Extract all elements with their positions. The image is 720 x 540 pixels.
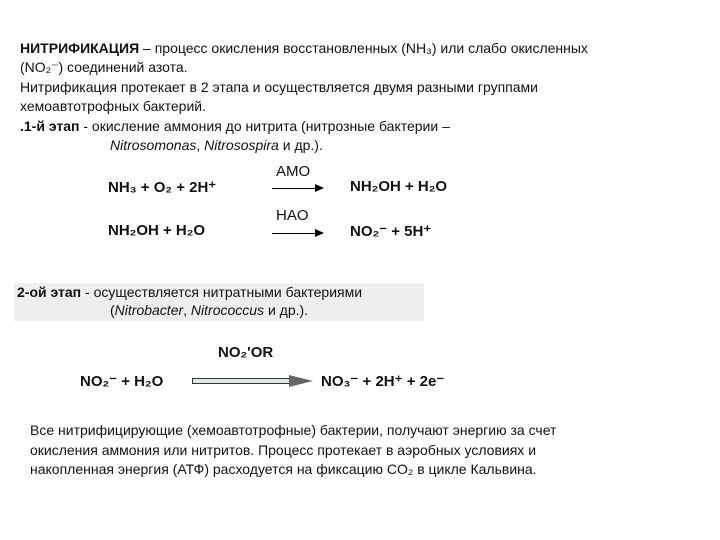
conclusion-line-2: окисления аммония или нитритов. Процесс протекает в аэробных условиях и [30,442,537,458]
reaction-right: NO₂⁻ + 5H⁺ [350,223,432,240]
stage2-label: 2-ой этап [17,284,82,300]
conclusion-line-1: Все нитрифицирующие (хемоавтотрофные) бактерии, получают энергию за счет [30,422,557,438]
stage2-text: - осуществляется нитратными бактериями [81,284,363,300]
intro-line-3: Нитрификация протекает в 2 этапа и осуществляется двумя разными группами [20,79,538,95]
reaction-left: NH₃ + O₂ + 2H⁺ [108,179,217,196]
enzyme-label: HAO [276,207,309,224]
intro-line-4: хемоавтотрофных бактерий. [20,98,206,114]
stage1-tail: и др.). [278,137,323,153]
genus-nitrobacter: Nitrobacter [114,302,184,318]
genus-nitrococcus: Nitrococcus [190,302,265,318]
enzyme-label: NO₂'OR [218,344,274,361]
open-paren: ( [110,302,115,318]
stage1-label: .1-й этап [20,118,80,134]
arrow-icon [192,378,290,384]
term-heading: НИТРИФИКАЦИЯ [20,40,140,56]
definition-text: – процесс окисления восстановленных (NH₃) или слабо окисленных [139,40,588,56]
intro-line-1 [20,40,588,56]
reaction-right: NH₂OH + H₂O [350,178,448,195]
separator: , [183,302,191,318]
stage2-line [17,284,362,300]
genus-nitrosomonas: Nitrosomonas [110,137,197,153]
arrow-icon [272,188,322,189]
enzyme-label: AMO [276,163,311,180]
stage1-text: - окисление аммония до нитрита (нитрозные бактерии – [79,118,450,134]
stage2-genera [110,302,308,318]
separator: , [196,137,205,153]
reaction-right: NO₃⁻ + 2H⁺ + 2e⁻ [321,373,445,390]
stage1-line [20,118,450,134]
genus-nitrosospira: Nitrosospira [204,137,279,153]
stage2-tail: и др.). [264,302,309,318]
arrow-icon [272,233,322,234]
reaction-left: NO₂⁻ + H₂O [80,373,164,390]
conclusion-line-3: накопленная энергия (АТФ) расходуется на фиксацию CO₂ в цикле Кальвина. [30,461,537,477]
reaction-left: NH₂OH + H₂O [108,222,206,239]
intro-line-2: (NO₂⁻) соединений азота. [20,59,188,75]
stage1-genera [110,137,323,153]
